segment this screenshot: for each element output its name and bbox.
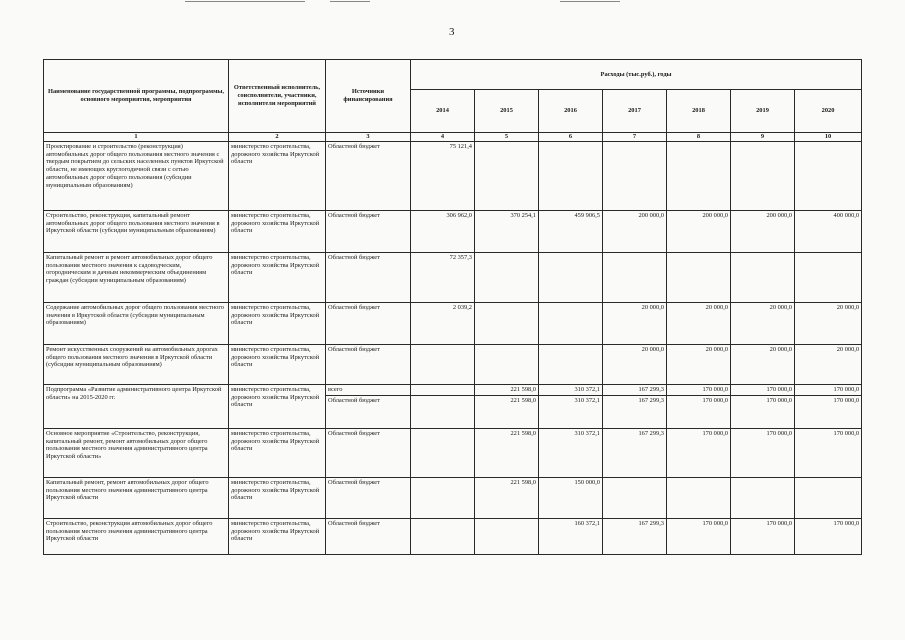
value-cell: 167 299,3 — [603, 518, 667, 554]
executor-cell: министерство строительства, дорожного хозяйства Иркутской области — [229, 141, 326, 210]
program-name-cell: Ремонт искусственных сооружений на автомобильных дорогах общего пользования местного значения в Иркутской области (субсидии муниципальным образованиям) — [44, 344, 229, 384]
header-year: 2014 — [411, 90, 475, 133]
funding-source-cell: Областной бюджет — [326, 210, 411, 252]
executor-cell: министерство строительства, дорожного хозяйства Иркутской области — [229, 252, 326, 302]
program-name-cell: Содержание автомобильных дорог общего пользования местного значения в Иркутской области (субсидии муниципальным образованиям) — [44, 302, 229, 344]
value-cell: 221 598,0 — [475, 477, 539, 518]
value-cell — [411, 384, 475, 395]
value-cell — [411, 344, 475, 384]
value-cell — [539, 141, 603, 210]
program-name-cell: Капитальный ремонт, ремонт автомобильных дорог общего пользования местного значения административного центра Иркутской области — [44, 477, 229, 518]
value-cell: 170 000,0 — [731, 428, 795, 477]
header-year: 2015 — [475, 90, 539, 133]
value-cell: 167 299,3 — [603, 428, 667, 477]
column-number: 3 — [326, 133, 411, 142]
funding-source-cell: Областной бюджет — [326, 344, 411, 384]
page-number: 3 — [449, 26, 455, 38]
table-row — [44, 344, 862, 384]
value-cell: 306 962,0 — [411, 210, 475, 252]
value-cell — [411, 395, 475, 428]
value-cell: 20 000,0 — [667, 344, 731, 384]
column-number: 7 — [603, 133, 667, 142]
value-cell: 170 000,0 — [795, 428, 862, 477]
program-name-cell: Подпрограмма «Развитие административного центра Иркутской области» на 2015-2020 гг. — [44, 384, 229, 428]
value-cell: 370 254,1 — [475, 210, 539, 252]
value-cell: 2 039,2 — [411, 302, 475, 344]
scan-edge-line — [185, 1, 305, 2]
header-year: 2017 — [603, 90, 667, 133]
value-cell — [603, 252, 667, 302]
budget-table — [43, 59, 862, 555]
header-year: 2016 — [539, 90, 603, 133]
value-cell — [731, 252, 795, 302]
value-cell: 20 000,0 — [667, 302, 731, 344]
scan-edge-line — [330, 1, 370, 2]
value-cell: 200 000,0 — [731, 210, 795, 252]
value-cell: 170 000,0 — [731, 518, 795, 554]
value-cell: 310 372,1 — [539, 384, 603, 395]
value-cell: 170 000,0 — [667, 518, 731, 554]
value-cell: 20 000,0 — [731, 302, 795, 344]
value-cell: 221 598,0 — [475, 384, 539, 395]
executor-cell: министерство строительства, дорожного хозяйства Иркутской области — [229, 210, 326, 252]
table-row — [44, 384, 862, 395]
column-number: 10 — [795, 133, 862, 142]
column-number: 4 — [411, 133, 475, 142]
table-row — [44, 518, 862, 554]
funding-source-cell: Областной бюджет — [326, 518, 411, 554]
value-cell: 167 299,3 — [603, 384, 667, 395]
value-cell: 170 000,0 — [795, 395, 862, 428]
value-cell — [667, 141, 731, 210]
table-row — [44, 210, 862, 252]
value-cell: 20 000,0 — [795, 302, 862, 344]
column-number: 5 — [475, 133, 539, 142]
value-cell — [539, 302, 603, 344]
value-cell: 170 000,0 — [731, 395, 795, 428]
header-year: 2020 — [795, 90, 862, 133]
table-row — [44, 141, 862, 210]
value-cell: 170 000,0 — [667, 384, 731, 395]
header-program-name: Наименование государственной программы, подпрограммы, основного мероприятия, мероприятия — [44, 60, 229, 133]
value-cell: 200 000,0 — [667, 210, 731, 252]
value-cell — [539, 252, 603, 302]
executor-cell: министерство строительства, дорожного хозяйства Иркутской области — [229, 384, 326, 428]
value-cell: 20 000,0 — [795, 344, 862, 384]
value-cell: 170 000,0 — [731, 384, 795, 395]
value-cell: 170 000,0 — [667, 428, 731, 477]
column-number: 8 — [667, 133, 731, 142]
value-cell: 150 000,0 — [539, 477, 603, 518]
value-cell: 167 299,3 — [603, 395, 667, 428]
value-cell: 310 372,1 — [539, 428, 603, 477]
table-row — [44, 477, 862, 518]
program-name-cell: Проектирование и строительство (реконструкция) автомобильных дорог общего пользования местного значения с твердым покрытием до сельских населенных пунктов Иркутской области, не имеющих круглогодичной связи с сетью автомобильных дорог общего пользования (субсидии муниципальным образованиям) — [44, 141, 229, 210]
funding-source-cell: Областной бюджет — [326, 141, 411, 210]
value-cell: 160 372,1 — [539, 518, 603, 554]
table-header-row — [44, 60, 862, 90]
value-cell — [795, 477, 862, 518]
value-cell: 20 000,0 — [731, 344, 795, 384]
value-cell: 459 906,5 — [539, 210, 603, 252]
value-cell — [731, 141, 795, 210]
table-row — [44, 252, 862, 302]
funding-source-cell: Областной бюджет — [326, 428, 411, 477]
value-cell: 170 000,0 — [795, 384, 862, 395]
value-cell: 400 000,0 — [795, 210, 862, 252]
value-cell — [795, 252, 862, 302]
funding-source-cell: Областной бюджет — [326, 302, 411, 344]
value-cell — [667, 477, 731, 518]
header-expenses: Расходы (тыс.руб.), годы — [411, 60, 862, 90]
value-cell — [411, 477, 475, 518]
value-cell — [667, 252, 731, 302]
value-cell — [795, 141, 862, 210]
column-number: 9 — [731, 133, 795, 142]
value-cell — [539, 344, 603, 384]
value-cell — [603, 141, 667, 210]
header-executor: Ответственный исполнитель, соисполнители, участники, исполнители мероприятий — [229, 60, 326, 133]
header-funding-source: Источники финансирования — [326, 60, 411, 133]
value-cell — [411, 428, 475, 477]
funding-source-cell: всего — [326, 384, 411, 395]
value-cell: 72 357,3 — [411, 252, 475, 302]
value-cell — [475, 141, 539, 210]
value-cell: 20 000,0 — [603, 344, 667, 384]
value-cell — [475, 302, 539, 344]
program-name-cell: Строительство, реконструкция, капитальный ремонт автомобильных дорог общего пользования местного значения в Иркутской области (субсидии муниципальным образованиям) — [44, 210, 229, 252]
executor-cell: министерство строительства, дорожного хозяйства Иркутской области — [229, 518, 326, 554]
program-name-cell: Основное мероприятие «Строительство, реконструкция, капитальный ремонт, ремонт автомобильных дорог общего пользования местного значения административного центра Иркутской области» — [44, 428, 229, 477]
executor-cell: министерство строительства, дорожного хозяйства Иркутской области — [229, 344, 326, 384]
value-cell: 170 000,0 — [795, 518, 862, 554]
value-cell — [475, 252, 539, 302]
value-cell: 221 598,0 — [475, 395, 539, 428]
value-cell — [603, 477, 667, 518]
column-number: 6 — [539, 133, 603, 142]
value-cell — [475, 518, 539, 554]
executor-cell: министерство строительства, дорожного хозяйства Иркутской области — [229, 428, 326, 477]
scan-edge-line — [560, 1, 620, 2]
value-cell — [731, 477, 795, 518]
funding-source-cell: Областной бюджет — [326, 395, 411, 428]
value-cell: 200 000,0 — [603, 210, 667, 252]
value-cell — [411, 518, 475, 554]
funding-source-cell: Областной бюджет — [326, 252, 411, 302]
column-number: 1 — [44, 133, 229, 142]
header-year: 2019 — [731, 90, 795, 133]
value-cell: 20 000,0 — [603, 302, 667, 344]
column-number-row — [44, 133, 862, 142]
column-number: 2 — [229, 133, 326, 142]
value-cell: 75 121,4 — [411, 141, 475, 210]
table-row — [44, 428, 862, 477]
header-year: 2018 — [667, 90, 731, 133]
executor-cell: министерство строительства, дорожного хозяйства Иркутской области — [229, 302, 326, 344]
program-name-cell: Капитальный ремонт и ремонт автомобильных дорог общего пользования местного значения к садоводческим, огородническим и дачным некоммерческим объединениям граждан (субсидии муниципальным образованиям) — [44, 252, 229, 302]
table-row — [44, 302, 862, 344]
program-name-cell: Строительство, реконструкция автомобильных дорог общего пользования местного значения административного центра Иркутской области — [44, 518, 229, 554]
value-cell: 170 000,0 — [667, 395, 731, 428]
executor-cell: министерство строительства, дорожного хозяйства Иркутской области — [229, 477, 326, 518]
value-cell — [475, 344, 539, 384]
funding-source-cell: Областной бюджет — [326, 477, 411, 518]
value-cell: 221 598,0 — [475, 428, 539, 477]
value-cell: 310 372,1 — [539, 395, 603, 428]
